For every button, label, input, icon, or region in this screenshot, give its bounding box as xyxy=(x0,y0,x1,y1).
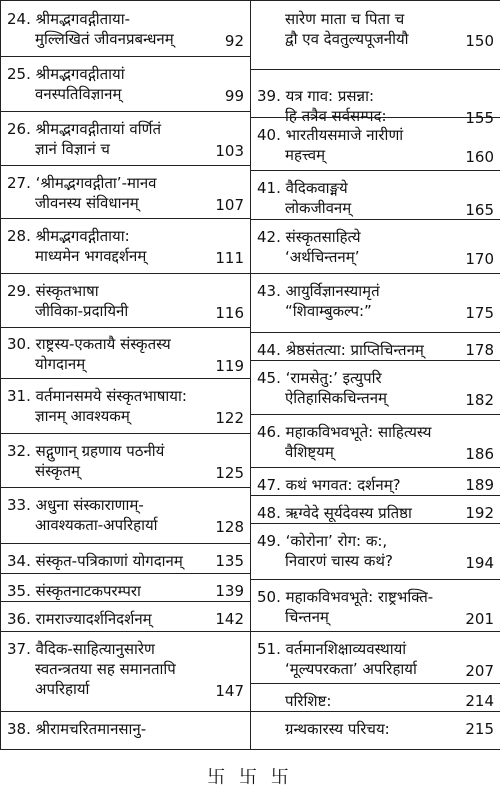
entry-title-continuation: द्वौ एव देवतुल्यपूजनीयौ xyxy=(285,30,409,48)
toc-right-column xyxy=(251,1,500,750)
entry-title: 36. रामराज्यादर्शनिदर्शनम् xyxy=(7,610,152,628)
page-number: 107 xyxy=(215,196,244,214)
toc-entry xyxy=(251,475,500,495)
toc-entry xyxy=(251,340,500,360)
entry-title-continuation: वनस्पतिविज्ञानम् xyxy=(35,85,122,103)
entry-title: 40. भारतीयसमाजे नारीणां xyxy=(257,126,404,144)
page-number: 165 xyxy=(465,201,494,219)
entry-title-continuation: ‘मूल्यपरकता’ अपरिहार्या xyxy=(285,660,417,678)
entry-title-continuation: जीविका-प्रदायिनी xyxy=(35,302,129,320)
toc-entry xyxy=(1,281,250,321)
entry-title: 45. ‘रामसेतु:’ इत्युपरि xyxy=(257,369,382,387)
entry-title: 32. सद्गुणान् ग्रहणाय पठनीयं xyxy=(7,442,165,460)
toc-entry xyxy=(1,334,250,374)
entry-divider xyxy=(1,218,250,219)
entry-title-continuation: माध्यमेन भगवद्दर्शनम् xyxy=(35,247,147,265)
entry-title-continuation: महत्त्वम् xyxy=(285,146,326,164)
entry-title-continuation: अपरिहार्या xyxy=(35,680,90,698)
entry-divider xyxy=(251,579,500,580)
entry-title: 31. वर्तमानसमये संस्कृतभाषाया: xyxy=(7,387,187,405)
entry-divider xyxy=(251,170,500,171)
entry-title: 42. संस्कृतसाहित्ये xyxy=(257,228,361,246)
entry-title: 37. वैदिक-साहित्यानुसारेण xyxy=(7,640,155,658)
page-number: 214 xyxy=(465,692,494,710)
entry-title: 49. ‘कोरोना’ रोग: क:, xyxy=(257,532,388,550)
toc-entry xyxy=(1,495,250,535)
page-number: 201 xyxy=(465,610,494,628)
toc-entry xyxy=(251,719,500,739)
entry-title: 27. ‘श्रीमद्भगवद्गीता’-मानव xyxy=(7,174,157,192)
entry-divider xyxy=(251,360,500,361)
entry-divider xyxy=(251,69,500,70)
page-number: 147 xyxy=(215,682,244,700)
toc-entry xyxy=(251,281,500,321)
entry-title: 28. श्रीमद्भगवद्गीताया: xyxy=(7,227,130,245)
entry-divider xyxy=(1,601,250,602)
entry-title: 48. ऋग्वेदे सूर्यदेवस्य प्रतिष्ठा xyxy=(257,504,412,522)
entry-title-continuation: संस्कृतम् xyxy=(35,462,81,480)
page-number: 207 xyxy=(465,662,494,680)
toc-entry xyxy=(1,226,250,266)
page-number: 111 xyxy=(215,249,244,267)
entry-title: 34. संस्कृत-पत्रिकाणां योगदानम् xyxy=(7,552,183,570)
entry-title-continuation: लोकजीवनम् xyxy=(285,199,352,217)
page-number: 125 xyxy=(215,464,244,482)
page-number: 139 xyxy=(215,582,244,600)
toc-entry xyxy=(1,609,250,629)
entry-title: 29. संस्कृतभाषा xyxy=(7,282,99,300)
page-number: 128 xyxy=(215,518,244,536)
page-number: 192 xyxy=(465,504,494,522)
entry-title: 24. श्रीमद्भगवद्गीताया- xyxy=(7,10,131,28)
entry-divider xyxy=(1,327,250,328)
page-number: 135 xyxy=(215,552,244,570)
toc-entry xyxy=(1,119,250,159)
entry-divider xyxy=(1,378,250,379)
entry-divider xyxy=(1,56,250,57)
page-number: 170 xyxy=(465,250,494,268)
entry-title-continuation: “शिवाम्बुकल्प:” xyxy=(285,302,372,320)
entry-divider xyxy=(1,487,250,488)
page-number: 92 xyxy=(224,32,244,50)
page-number: 116 xyxy=(215,304,244,322)
toc-entry xyxy=(1,441,250,481)
entry-title-continuation: वैशिष्ट्यम् xyxy=(285,443,334,461)
entry-divider xyxy=(1,111,250,112)
page-number: 194 xyxy=(465,554,494,572)
entry-divider xyxy=(1,573,250,574)
toc-entry xyxy=(251,503,500,523)
toc-entry xyxy=(1,719,250,739)
toc-left-column xyxy=(1,1,251,750)
toc-entry xyxy=(1,64,250,104)
entry-title-continuation: मुल्लिखितं जीवनप्रबन्धनम् xyxy=(35,30,174,48)
page-number: 119 xyxy=(215,357,244,375)
page-number: 160 xyxy=(465,148,494,166)
entry-divider xyxy=(251,631,500,632)
toc-entry xyxy=(1,639,250,699)
entry-title-continuation: हि तत्रैव सर्वसम्पद: xyxy=(285,107,387,125)
entry-title: 30. राष्ट्रस्य-एकतायै संस्कृतस्य xyxy=(7,335,171,353)
toc-entry xyxy=(251,125,500,165)
entry-title-continuation: निवारणं चास्य कथं? xyxy=(285,552,393,570)
page-number: 150 xyxy=(465,32,494,50)
entry-title-continuation: स्वतन्त्रतया सह समानतापि xyxy=(35,660,176,678)
toc-entry xyxy=(251,178,500,218)
page-number: 103 xyxy=(215,142,244,160)
entry-divider xyxy=(251,332,500,333)
entry-title: परिशिष्ट: xyxy=(285,692,332,710)
entry-title: 38. श्रीरामचरितमानसानु- xyxy=(7,720,147,738)
entry-divider xyxy=(251,467,500,468)
entry-divider xyxy=(251,711,500,712)
page-number: 155 xyxy=(465,109,494,127)
entry-title: 43. आयुर्विज्ञानस्यामृतं xyxy=(257,282,380,300)
entry-divider xyxy=(251,523,500,524)
entry-title: 47. कथं भगवत: दर्शनम्? xyxy=(257,476,401,494)
entry-divider xyxy=(1,543,250,544)
entry-divider xyxy=(1,273,250,274)
toc-entry xyxy=(251,639,500,679)
entry-divider xyxy=(251,414,500,415)
entry-title: 35. संस्कृतनाटकपरम्परा xyxy=(7,582,141,600)
toc-entry xyxy=(251,422,500,462)
page-number: 182 xyxy=(465,391,494,409)
entry-title: 39. यत्र गाव: प्रसन्ना: xyxy=(257,87,375,105)
page-number: 215 xyxy=(465,720,494,738)
entry-divider xyxy=(1,631,250,632)
entry-title: 51. वर्तमानशिक्षाव्यवस्थायां xyxy=(257,640,407,658)
entry-divider xyxy=(1,433,250,434)
page-number: 122 xyxy=(215,409,244,427)
page-number: 189 xyxy=(465,476,494,494)
entry-title: 26. श्रीमद्भगवद्गीतायां वर्णितं xyxy=(7,120,162,138)
entry-title: 46. महाकविभवभूते: साहित्यस्य xyxy=(257,423,432,441)
toc-entry xyxy=(251,227,500,267)
entry-title: 41. वैदिकवाङ्मये xyxy=(257,179,348,197)
page-number: 178 xyxy=(465,341,494,359)
entry-title: 44. श्रेष्ठसंतत्या: प्राप्तिचिन्तनम् xyxy=(257,341,424,359)
page-number: 186 xyxy=(465,445,494,463)
toc-entry xyxy=(1,173,250,213)
toc-entry xyxy=(251,587,500,627)
entry-title: ग्रन्थकारस्य परिचय: xyxy=(285,720,390,738)
toc-entry xyxy=(251,9,500,49)
toc-entry xyxy=(251,691,500,711)
footer-ornament: 卐 卐 卐 xyxy=(207,767,293,788)
page-number: 142 xyxy=(215,610,244,628)
entry-divider xyxy=(251,495,500,496)
entry-title: 33. अधुना संस्काराणाम्- xyxy=(7,496,144,514)
entry-divider xyxy=(1,165,250,166)
entry-title-continuation: चिन्तनम् xyxy=(285,608,329,626)
entry-title: 25. श्रीमद्भगवद्गीतायां xyxy=(7,65,125,83)
entry-title-continuation: ज्ञानं विज्ञानं च xyxy=(35,140,110,158)
page-number: 99 xyxy=(224,87,244,105)
toc-entry xyxy=(251,531,500,571)
entry-divider xyxy=(1,711,250,712)
entry-title: 50. महाकविभवभूते: राष्ट्रभक्ति- xyxy=(257,588,434,606)
toc-entry xyxy=(251,86,500,126)
toc-entry xyxy=(1,9,250,49)
entry-title-continuation: जीवनस्य संविधानम् xyxy=(35,194,139,212)
toc-entry xyxy=(1,581,250,601)
toc-entry xyxy=(1,386,250,426)
toc-entry xyxy=(1,551,250,571)
entry-title-continuation: आवश्यकता-अपरिहार्या xyxy=(35,516,158,534)
toc-entry xyxy=(251,368,500,408)
entry-title-continuation: ज्ञानम् आवश्यकम् xyxy=(35,407,130,425)
entry-title: सारेण माता च पिता च xyxy=(285,10,405,28)
page-number: 175 xyxy=(465,304,494,322)
entry-title-continuation: ‘अर्थचिन्तनम्’ xyxy=(285,248,360,266)
entry-title-continuation: योगदानम् xyxy=(35,355,86,373)
entry-divider xyxy=(251,683,500,684)
entry-divider xyxy=(251,273,500,274)
entry-title-continuation: ऐतिहासिकचिन्तनम् xyxy=(285,389,388,407)
